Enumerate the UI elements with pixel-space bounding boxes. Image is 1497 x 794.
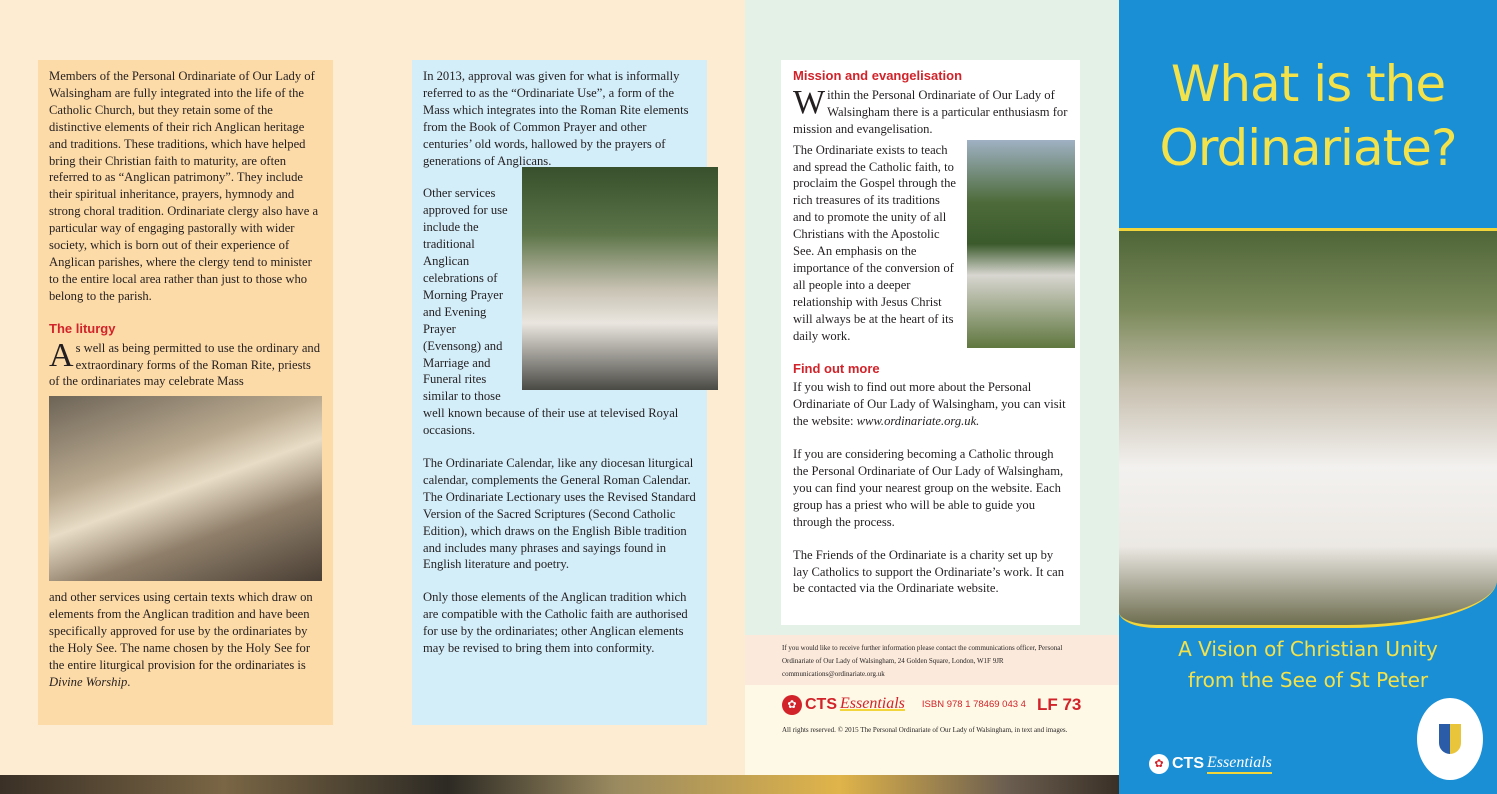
drop-cap: A <box>49 336 74 374</box>
liturgy-heading: The liturgy <box>49 320 116 336</box>
publisher-info <box>745 685 1119 775</box>
ordinariate-use-paragraph: In 2013, approval was given for what is informally referred to as the “Ordinariate Use”, a form of the Mass which integrates into the Roman Rite elements from the Book of Common Prayer and other centuries’ old words, hallowed by the prayers of generations of Anglicans. <box>423 69 689 168</box>
conformity-paragraph: Only those elements of the Anglican tradition which are compatible with the Catholic faith are authorised for use by the ordinariates; other Anglican elements may be revised to bring them into conformity. <box>423 590 688 656</box>
shield-icon <box>1439 724 1461 754</box>
website-link[interactable]: www.ordinariate.org.uk. <box>856 414 980 429</box>
contact-info: If you would like to receive further information please contact the communications officer, Personal Ordinariate of Our Lady of Walsingham, 24 Golden Square, London, W1F 9JR communications@ordinariate.org.uk <box>745 635 1119 685</box>
find-out-more-heading: Find out more <box>793 360 880 376</box>
cover-panel <box>1119 0 1497 794</box>
liturgy-paragraph: s well as being permitted to use the ordinary and extraordinary forms of the Roman Rite, priests of the ordinariates may celebrate Mass <box>49 340 321 389</box>
liturgy-paragraph-2: and other services using certain texts which draw on elements from the Anglican tradition and have been specifically approved for use by the ordinariates by the Holy See. The name chosen by the Holy See for the entire liturgical provision for the ordinariates is Divine Worship. <box>49 590 313 689</box>
cts-logo-cover: ✿ CTS Essentials <box>1149 754 1272 774</box>
isbn: ISBN 978 1 78469 043 4 <box>921 699 1026 710</box>
intro-paragraph: Members of the Personal Ordinariate of Our Lady of Walsingham are fully integrated into the life of the Catholic Church, but they retain some of the distinctive elements of their rich Anglican heritage and traditions. These traditions, which have helped bring their Christian faith to maturity, are often referred to as “Anglican patrimony”. They include their spiritual inheritance, prayers, hymnody and strong choral tradition. Ordinariate clergy also have a particular way of engaging pastorally with wider society, which is born out of their experience of Anglican parishes, where the clergy tend to minister to the entire local area rather than just to those who belong to the parish. <box>49 69 319 303</box>
product-code: LF 73 <box>1036 695 1082 714</box>
ordinariate-crest <box>1417 698 1483 780</box>
drop-cap: W <box>793 83 826 121</box>
find-paragraph-1: If you wish to find out more about the Personal Ordinariate of Our Lady of Walsingham, you can visit the website: www.ordinariate.org.uk. <box>793 380 1066 429</box>
mission-paragraph-2: The Ordinariate exists to teach and spread the Catholic faith, to proclaim the Gospel through the rich treasures of its traditions and to promote the unity of all Christians with the Apostolic See. An emphasis on the importance of the conversion of all people into a deeper relationship with Jesus Christ will always be at the heart of its daily work. <box>793 142 956 343</box>
text-column-3 <box>781 60 1080 625</box>
cover-photo <box>1119 228 1497 628</box>
clergy-procession-photo <box>967 140 1075 348</box>
cts-emblem-icon: ✿ <box>782 695 802 715</box>
bottom-photo-strip <box>0 775 1119 794</box>
copyright: All rights reserved. © 2015 The Personal Ordinariate of Our Lady of Walsingham, in text and images. <box>782 726 1068 734</box>
panel-1 <box>0 0 372 794</box>
text-column-1 <box>38 60 333 725</box>
calendar-paragraph: The Ordinariate Calendar, like any diocesan liturgical calendar, complements the General Roman Calendar. The Ordinariate Lectionary uses the Revised Standard Version of the Sacred Scriptures (Second Catholic Edition), which draws on the English Bible tradition and includes many phrases and sayings found in English literature and poetry. <box>423 456 696 572</box>
mission-paragraph: ithin the Personal Ordinariate of Our Lady of Walsingham there is a particular enthusiasm for mission and evangelisation. <box>793 87 1068 136</box>
cover-title: What is the Ordinariate? <box>1159 55 1457 177</box>
find-paragraph-2: If you are considering becoming a Catholic through the Personal Ordinariate of Our Lady of Walsingham, you can find your nearest group on the website. Each group has a priest who will be able to guide you through the process. <box>793 447 1064 529</box>
text-column-2 <box>412 60 707 725</box>
procession-photo <box>522 167 718 390</box>
other-services-paragraph: Other services approved for use include the traditional Anglican celebrations of Morning Prayer and Evening Prayer (Evensong) and Marriage and Funeral rites similar to those well known because of their use at televised Royal occasions. <box>423 186 679 438</box>
mission-heading: Mission and evangelisation <box>793 68 963 83</box>
find-paragraph-3: The Friends of the Ordinariate is a charity set up by lay Catholics to support the Ordinariate’s work. It can be contacted via the Ordinariate website. <box>793 547 1065 596</box>
cts-logo: ✿ CTS Essentials ISBN 978 1 78469 043 4 LF 73 <box>782 695 1082 715</box>
altar-photo <box>49 396 322 581</box>
cover-subtitle: A Vision of Christian Unity from the See of St Peter <box>1178 637 1438 692</box>
cts-emblem-icon: ✿ <box>1149 754 1169 774</box>
